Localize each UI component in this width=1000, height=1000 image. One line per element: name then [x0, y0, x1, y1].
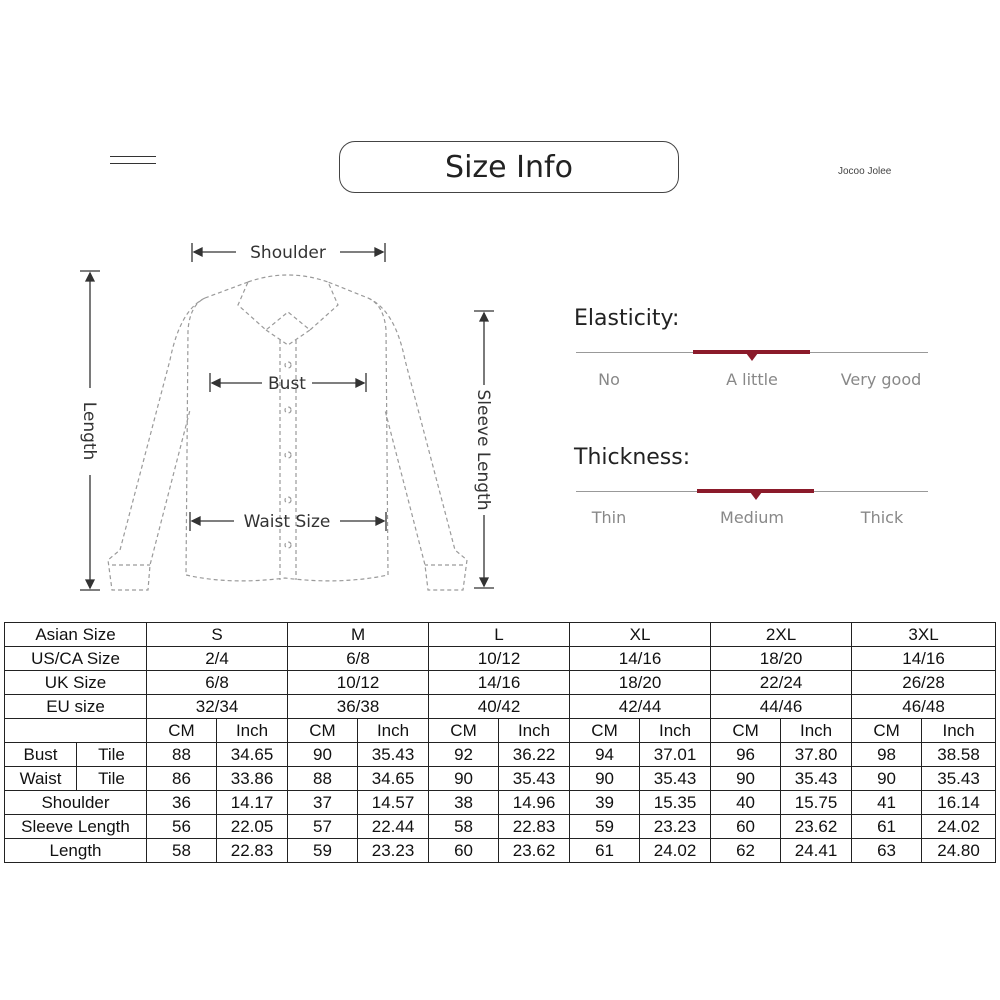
table-row-us-size: [5, 647, 996, 671]
table-cell: 18/20: [711, 647, 852, 671]
table-cell: 38: [429, 791, 499, 815]
table-cell: 15.75: [781, 791, 852, 815]
table-cell: S: [147, 623, 288, 647]
table-cell: 22.05: [217, 815, 288, 839]
table-cell: 38.58: [922, 743, 996, 767]
elasticity-title: Elasticity:: [574, 306, 680, 331]
table-cell: 88: [288, 767, 358, 791]
table-cell: 96: [711, 743, 781, 767]
table-cell: 86: [147, 767, 217, 791]
table-cell: L: [429, 623, 570, 647]
table-row-units: [5, 719, 996, 743]
table-cell: 61: [852, 815, 922, 839]
unit-header: Inch: [499, 719, 570, 743]
table-cell: 23.23: [640, 815, 711, 839]
table-row-asian-size: [5, 623, 996, 647]
row-label: Shoulder: [5, 791, 147, 815]
bust-label: Bust: [268, 374, 306, 394]
table-cell: M: [288, 623, 429, 647]
table-cell: 2/4: [147, 647, 288, 671]
elasticity-option-no: No: [598, 370, 620, 389]
table-cell: 23.23: [358, 839, 429, 863]
elasticity-option-a-little: A little: [726, 370, 778, 389]
thickness-option-thin: Thin: [591, 508, 627, 527]
table-cell: 90: [288, 743, 358, 767]
unit-header: Inch: [922, 719, 996, 743]
sleeve-length-label: Sleeve Length: [473, 389, 493, 511]
table-row-uk-size: [5, 671, 996, 695]
table-cell: 94: [570, 743, 640, 767]
table-cell: 26/28: [852, 671, 996, 695]
table-cell: 34.65: [217, 743, 288, 767]
table-cell: 61: [570, 839, 640, 863]
table-cell: 14.17: [217, 791, 288, 815]
page-title: Size Info: [339, 141, 679, 193]
table-cell: 22.44: [358, 815, 429, 839]
row-label: Asian Size: [5, 623, 147, 647]
table-cell: 35.43: [922, 767, 996, 791]
table-cell: 90: [570, 767, 640, 791]
table-cell: 22.83: [217, 839, 288, 863]
unit-header: Inch: [217, 719, 288, 743]
row-label: Sleeve Length: [5, 815, 147, 839]
thickness-pointer-icon: [750, 492, 762, 500]
elasticity-pointer-icon: [746, 353, 758, 361]
thickness-option-thick: Thick: [860, 508, 904, 527]
shoulder-label: Shoulder: [250, 243, 326, 263]
table-cell: 35.43: [358, 743, 429, 767]
unit-header: Inch: [640, 719, 711, 743]
table-cell: 40/42: [429, 695, 570, 719]
table-cell: 37.80: [781, 743, 852, 767]
row-label: Waist: [5, 767, 77, 791]
table-cell: 10/12: [288, 671, 429, 695]
shirt-diagram: [0, 220, 520, 600]
table-cell: 3XL: [852, 623, 996, 647]
empty-cell: [5, 719, 147, 743]
table-cell: 23.62: [499, 839, 570, 863]
row-label: US/CA Size: [5, 647, 147, 671]
table-cell: 44/46: [711, 695, 852, 719]
table-cell: 90: [852, 767, 922, 791]
unit-header: CM: [852, 719, 922, 743]
elasticity-option-very-good: Very good: [840, 370, 922, 389]
row-sublabel: Tile: [77, 767, 147, 791]
table-cell: 24.41: [781, 839, 852, 863]
row-label: Bust: [5, 743, 77, 767]
table-cell: 41: [852, 791, 922, 815]
table-row-eu-size: [5, 695, 996, 719]
table-cell: 2XL: [711, 623, 852, 647]
table-cell: 36.22: [499, 743, 570, 767]
unit-header: CM: [711, 719, 781, 743]
table-cell: 58: [429, 815, 499, 839]
table-cell: 16.14: [922, 791, 996, 815]
unit-header: CM: [288, 719, 358, 743]
table-cell: 22.83: [499, 815, 570, 839]
unit-header: CM: [147, 719, 217, 743]
table-cell: 23.62: [781, 815, 852, 839]
thickness-option-medium: Medium: [720, 508, 784, 527]
table-cell: 39: [570, 791, 640, 815]
table-cell: 6/8: [147, 671, 288, 695]
table-cell: 59: [288, 839, 358, 863]
table-cell: 98: [852, 743, 922, 767]
table-cell: 60: [429, 839, 499, 863]
table-cell: 24.02: [640, 839, 711, 863]
table-cell: XL: [570, 623, 711, 647]
table-cell: 6/8: [288, 647, 429, 671]
table-cell: 36: [147, 791, 217, 815]
table-cell: 56: [147, 815, 217, 839]
brand-name: Jocoo Jolee: [838, 166, 892, 177]
table-cell: 57: [288, 815, 358, 839]
unit-header: CM: [429, 719, 499, 743]
table-cell: 34.65: [358, 767, 429, 791]
table-cell: 14/16: [429, 671, 570, 695]
table-cell: 58: [147, 839, 217, 863]
table-row-shoulder: [5, 791, 996, 815]
table-cell: 40: [711, 791, 781, 815]
table-cell: 14.96: [499, 791, 570, 815]
unit-header: Inch: [781, 719, 852, 743]
menu-lines-icon: [110, 156, 156, 172]
table-row-bust: [5, 743, 996, 767]
row-label: Length: [5, 839, 147, 863]
table-cell: 62: [711, 839, 781, 863]
table-cell: 60: [711, 815, 781, 839]
row-label: UK Size: [5, 671, 147, 695]
table-cell: 14/16: [852, 647, 996, 671]
size-table: [4, 622, 996, 863]
table-cell: 22/24: [711, 671, 852, 695]
table-cell: 37: [288, 791, 358, 815]
table-cell: 35.43: [499, 767, 570, 791]
table-cell: 92: [429, 743, 499, 767]
table-cell: 88: [147, 743, 217, 767]
waist-label: Waist Size: [243, 512, 331, 532]
length-label: Length: [79, 401, 99, 461]
table-row-length: [5, 839, 996, 863]
table-cell: 14.57: [358, 791, 429, 815]
table-row-waist: [5, 767, 996, 791]
table-cell: 14/16: [570, 647, 711, 671]
table-cell: 35.43: [781, 767, 852, 791]
row-sublabel: Tile: [77, 743, 147, 767]
table-cell: 59: [570, 815, 640, 839]
unit-header: Inch: [358, 719, 429, 743]
thickness-title: Thickness:: [574, 445, 691, 470]
row-label: EU size: [5, 695, 147, 719]
table-cell: 36/38: [288, 695, 429, 719]
unit-header: CM: [570, 719, 640, 743]
table-cell: 24.02: [922, 815, 996, 839]
table-cell: 46/48: [852, 695, 996, 719]
table-cell: 32/34: [147, 695, 288, 719]
table-cell: 42/44: [570, 695, 711, 719]
table-cell: 90: [711, 767, 781, 791]
table-cell: 63: [852, 839, 922, 863]
table-cell: 15.35: [640, 791, 711, 815]
table-cell: 24.80: [922, 839, 996, 863]
table-row-sleeve-length: [5, 815, 996, 839]
table-cell: 10/12: [429, 647, 570, 671]
table-cell: 37.01: [640, 743, 711, 767]
table-cell: 33.86: [217, 767, 288, 791]
table-cell: 90: [429, 767, 499, 791]
table-cell: 18/20: [570, 671, 711, 695]
table-cell: 35.43: [640, 767, 711, 791]
